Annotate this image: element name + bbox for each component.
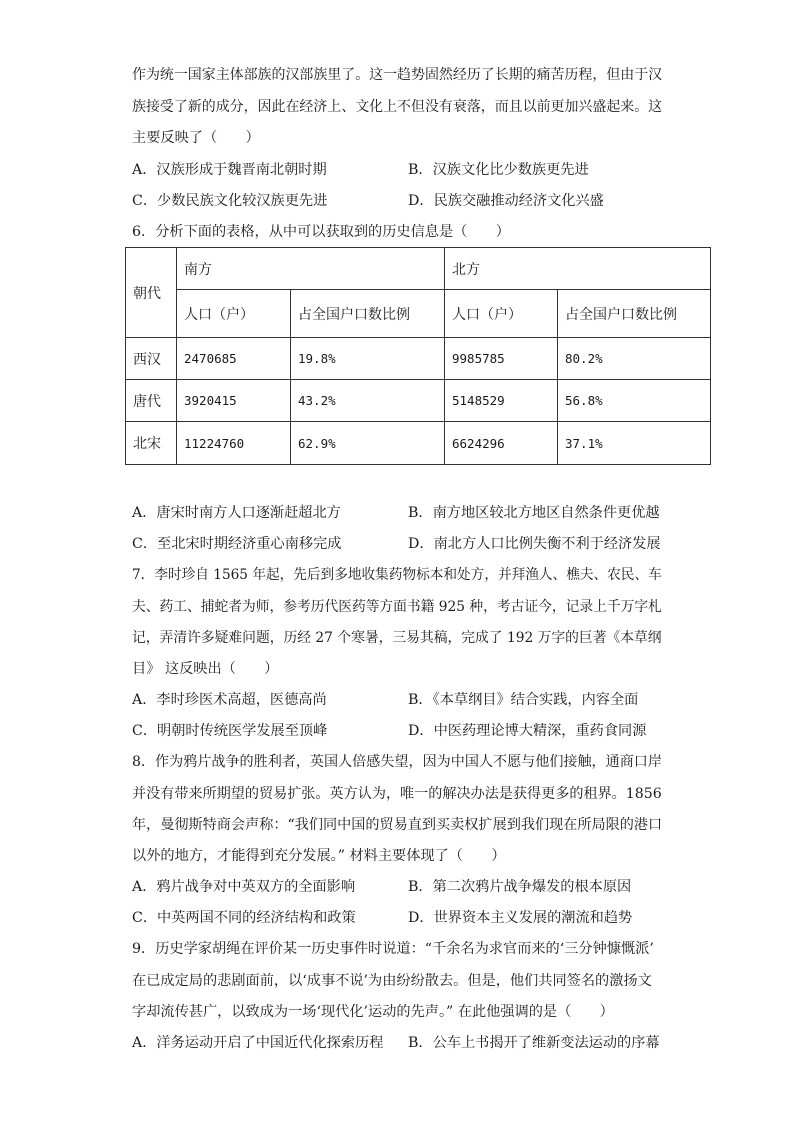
table-row — [126, 380, 711, 422]
q7-option-d[interactable]: D．中医药理论博大精深，重药食同源 — [408, 723, 647, 739]
table-row — [126, 338, 711, 380]
south-ratio-cell: 62.9% — [291, 422, 445, 465]
north-pop-cell: 5148529 — [445, 380, 558, 422]
north-ratio-cell: 80.2% — [558, 338, 711, 380]
north-pop-cell: 9985785 — [445, 338, 558, 380]
q7-option-b[interactable]: B．《本草纲目》结合实践，内容全面 — [408, 692, 639, 708]
q7-option-c[interactable]: C．明朝时传统医学发展至顶峰 — [132, 723, 328, 739]
header-south-pop: 人口（户） — [177, 290, 291, 338]
q7-stem-line-4: 目》 这反映出（ ） — [132, 661, 279, 677]
header-south-ratio: 占全国户口数比例 — [291, 290, 445, 338]
q5-stem-line-3: 主要反映了（ ） — [132, 130, 260, 146]
q8-stem-line-2: 并没有带来所期望的贸易扩张。英方认为，唯一的解决办法是获得更多的租界。1856 — [132, 786, 662, 802]
q8-option-c[interactable]: C．中英两国不同的经济结构和政策 — [132, 910, 356, 926]
table-row — [126, 422, 711, 465]
q6-stem: 6．分析下面的表格，从中可以获取到的历史信息是（ ） — [132, 224, 510, 240]
header-north: 北方 — [445, 248, 711, 290]
q8-option-a[interactable]: A．鸦片战争对中英双方的全面影响 — [132, 879, 356, 895]
south-ratio-cell: 43.2% — [291, 380, 445, 422]
row-dynasty: 唐代 — [126, 380, 177, 422]
header-north-pop: 人口（户） — [445, 290, 558, 338]
q5-stem-line-1: 作为统一国家主体部族的汉部族里了。这一趋势固然经历了长期的痛苦历程，但由于汉 — [132, 67, 663, 83]
north-pop-cell: 6624296 — [445, 422, 558, 465]
row-dynasty: 西汉 — [126, 338, 177, 380]
q5-option-a[interactable]: A．汉族形成于魏晋南北朝时期 — [132, 162, 327, 178]
q8-stem-line-1: 8．作为鸦片战争的胜利者，英国人倍感失望，因为中国人不愿与他们接触，通商口岸 — [132, 754, 662, 770]
q5-option-d[interactable]: D．民族交融推动经济文化兴盛 — [408, 193, 604, 209]
q8-stem-line-4: 以外的地方，才能得到充分发展。” 材料主要体现了（ ） — [132, 848, 506, 864]
row-dynasty: 北宋 — [126, 422, 177, 465]
q6-option-c[interactable]: C．至北宋时期经济重心南移完成 — [132, 536, 342, 552]
q6-option-a[interactable]: A．唐宋时南方人口逐渐赶超北方 — [132, 505, 341, 521]
south-pop-cell: 11224760 — [177, 422, 291, 465]
q7-stem-line-3: 记，弄清许多疑难问题，历经 27 个寒暑，三易其稿，完成了 192 万字的巨著《本草纲 — [132, 630, 662, 646]
q5-stem-line-2: 族接受了新的成分，因此在经济上、文化上不但没有衰落，而且以前更加兴盛起来。这 — [132, 99, 663, 115]
q6-option-b[interactable]: B．南方地区较北方地区自然条件更优越 — [408, 505, 660, 521]
header-north-ratio: 占全国户口数比例 — [558, 290, 711, 338]
q7-option-a[interactable]: A．李时珍医术高超，医德高尚 — [132, 692, 327, 708]
q6-option-d[interactable]: D．南北方人口比例失衡不利于经济发展 — [408, 536, 661, 552]
header-dynasty: 朝代 — [126, 248, 177, 338]
q8-stem-line-3: 年，曼彻斯特商会声称：“我们同中国的贸易直到买卖权扩展到我们现在所局限的港口 — [132, 817, 663, 833]
header-south: 南方 — [177, 248, 445, 290]
south-pop-cell: 2470685 — [177, 338, 291, 380]
north-ratio-cell: 37.1% — [558, 422, 711, 465]
population-table — [125, 247, 711, 465]
q7-stem-line-2: 夫、药工、捕蛇者为师，参考历代医药等方面书籍 925 种，考古证今，记录上千万字札 — [132, 599, 662, 615]
q5-option-c[interactable]: C．少数民族文化较汉族更先进 — [132, 193, 328, 209]
south-pop-cell: 3920415 — [177, 380, 291, 422]
q9-option-a[interactable]: A．洋务运动开启了中国近代化探索历程 — [132, 1035, 384, 1051]
q9-stem-line-1: 9．历史学家胡绳在评价某一历史事件时说道：“千余名为求官而来的‘三分钟慷慨派’ — [132, 941, 654, 957]
q8-option-d[interactable]: D．世界资本主义发展的潮流和趋势 — [408, 910, 633, 926]
q9-stem-line-2: 在已成定局的悲剧面前，以‘成事不说’为由纷纷散去。但是，他们共同签名的激扬文 — [132, 973, 652, 989]
q8-option-b[interactable]: B．第二次鸦片战争爆发的根本原因 — [408, 879, 632, 895]
q9-option-b[interactable]: B．公车上书揭开了维新变法运动的序幕 — [408, 1035, 660, 1051]
q5-option-b[interactable]: B．汉族文化比少数族更先进 — [408, 162, 589, 178]
q7-stem-line-1: 7．李时珍自 1565 年起，先后到多地收集药物标本和处方，并拜渔人、樵夫、农民、车 — [132, 567, 662, 583]
q9-stem-line-3: 字却流传甚广，以致成为一场‘现代化’运动的先声。” 在此他强调的是（ ） — [132, 1004, 614, 1020]
north-ratio-cell: 56.8% — [558, 380, 711, 422]
south-ratio-cell: 19.8% — [291, 338, 445, 380]
